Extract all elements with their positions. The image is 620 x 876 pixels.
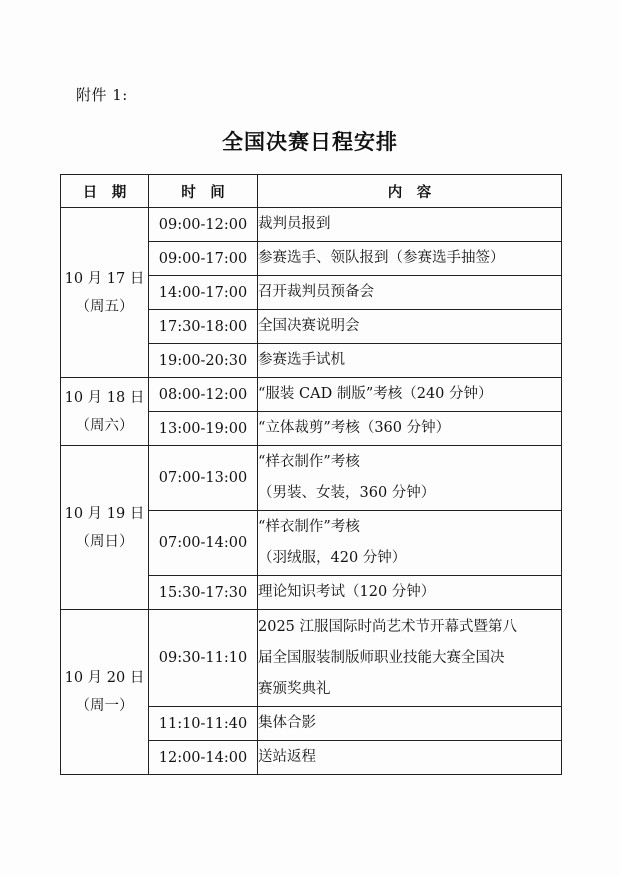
content-cell <box>258 446 562 511</box>
date-text: 10 月 20 日 <box>64 670 145 686</box>
content-line: 届全国服装制版师职业技能大赛全国决 <box>258 649 505 666</box>
table-row <box>61 378 562 412</box>
date-text: 10 月 17 日 <box>64 270 145 287</box>
content-cell <box>258 511 562 576</box>
weekday-text: （周五） <box>75 298 134 315</box>
date-cell <box>61 446 149 610</box>
header-date: 日 期 <box>61 175 149 208</box>
content-cell <box>258 741 562 775</box>
page-title: 全国决赛日程安排 <box>222 130 398 154</box>
table-row <box>61 208 562 242</box>
time-cell: 13:00-19:00 <box>149 412 258 446</box>
content-cell <box>258 310 562 344</box>
content-line: 全国决赛说明会 <box>258 318 360 334</box>
content-line: （羽绒服，420 分钟） <box>258 550 407 566</box>
header-time: 时 间 <box>149 175 258 208</box>
content-line: 送站返程 <box>258 749 316 765</box>
schedule-table <box>60 174 562 775</box>
content-line: 参赛选手试机 <box>258 352 345 368</box>
time-cell: 09:30-11:10 <box>149 610 258 707</box>
attachment-label: 附件 1: <box>76 86 128 104</box>
weekday-text: （周一） <box>75 698 134 714</box>
content-line: 理论知识考试（120 分钟） <box>258 584 436 600</box>
header-content: 内 容 <box>258 175 562 208</box>
date-cell <box>61 378 149 446</box>
table-row <box>61 610 562 707</box>
time-cell: 09:00-12:00 <box>149 208 258 242</box>
table-row <box>61 446 562 511</box>
time-cell: 09:00-17:00 <box>149 242 258 276</box>
content-line: 裁判员报到 <box>258 216 331 232</box>
time-cell: 15:30-17:30 <box>149 576 258 610</box>
content-cell <box>258 276 562 310</box>
content-line: “服装 CAD 制版”考核（240 分钟） <box>258 386 493 402</box>
content-cell <box>258 576 562 610</box>
content-cell <box>258 707 562 741</box>
time-cell: 17:30-18:00 <box>149 310 258 344</box>
content-line: （男装、女装，360 分钟） <box>258 485 436 501</box>
content-line: 2025 江服国际时尚艺术节开幕式暨第八 <box>258 618 518 635</box>
weekday-text: （周六） <box>75 417 134 434</box>
date-cell <box>61 208 149 378</box>
date-text: 10 月 18 日 <box>64 389 145 406</box>
content-line: “立体裁剪”考核（360 分钟） <box>258 420 451 436</box>
content-cell <box>258 242 562 276</box>
time-cell: 12:00-14:00 <box>149 741 258 775</box>
weekday-text: （周日） <box>75 533 134 550</box>
time-cell: 07:00-13:00 <box>149 446 258 511</box>
content-cell <box>258 412 562 446</box>
content-line: “样衣制作”考核 <box>258 519 360 535</box>
content-line: 参赛选手、领队报到（参赛选手抽签） <box>258 250 505 266</box>
content-cell <box>258 208 562 242</box>
content-line: 集体合影 <box>258 715 316 731</box>
time-cell: 14:00-17:00 <box>149 276 258 310</box>
time-cell: 08:00-12:00 <box>149 378 258 412</box>
content-line: “样衣制作”考核 <box>258 454 360 470</box>
date-text: 10 月 19 日 <box>64 505 145 522</box>
time-cell: 11:10-11:40 <box>149 707 258 741</box>
content-cell <box>258 344 562 378</box>
date-cell <box>61 610 149 775</box>
time-cell: 07:00-14:00 <box>149 511 258 576</box>
content-line: 召开裁判员预备会 <box>258 284 374 300</box>
content-cell <box>258 378 562 412</box>
content-cell <box>258 610 562 707</box>
content-line: 赛颁奖典礼 <box>258 680 331 697</box>
time-cell: 19:00-20:30 <box>149 344 258 378</box>
table-header-row <box>61 175 562 208</box>
